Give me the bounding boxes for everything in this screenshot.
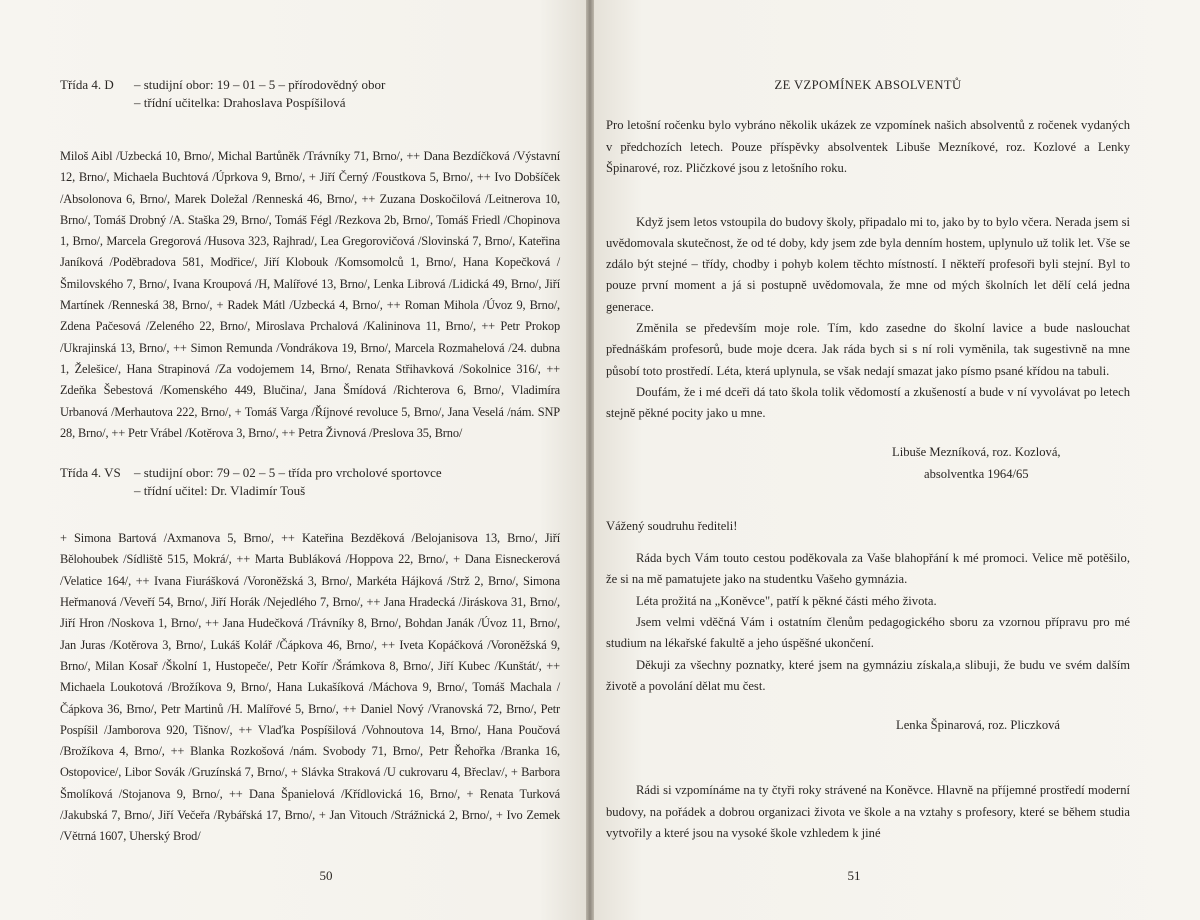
letter2-paragraph: Léta prožitá na „Koněvce", patří k pěkné části mého života.: [636, 593, 937, 608]
class-4vs-teacher: – třídní učitel: Dr. Vladimír Touš: [134, 483, 306, 499]
signature1-year: absolventka 1964/65: [924, 466, 1029, 481]
letter1-paragraph: Změnila se především moje role. Tím, kdo zasedne do školní lavice a bude naslouchat přednáškám profesorů, bude moje dcera. Jak ráda bych si s ní roli vyměnila, tak sugestivně na mne působí toto prostředí. Léta, která uplynula, se však nedají smazat jako písmo psané křídou na tabuli.: [606, 320, 1130, 378]
letter2-paragraph: Ráda bych Vám touto cestou poděkovala za Vaše blahopřání k mé promoci. Velice mě potěšilo, že si na mě pamatujete jako na studentku Vašeho gymnázia.: [606, 551, 1130, 587]
intro-paragraph: Pro letošní ročenku bylo vybráno několik ukázek ze vzpomínek našich absolventů z ročenek vydaných v předchozích letech. Pouze příspěvky absolventek Libuše Mezníkové, roz. Kozlové a Lenky Špinarové, roz. Pličzkové jsou z letošního roku.: [606, 118, 1130, 175]
class-4vs-heading: [60, 464, 560, 500]
class-4vs-roster: + Simona Bartová /Axmanova 5, Brno/, ++ Kateřina Bezděková /Belojanisova 13, Brno/, Jiří Bělohoubek /Sídliště 515, Mokrá/, ++ Marta Bubláková /Hoppova 22, Brno/, + Dana Eisneckerová /Velatice 164/, ++ Ivana Fiurášková /Voroněžská 3, Brno/, Markéta Hájková /Strž 2, Brno/, Simona Heřmanová /Veveří 54, Brno/, Jiří Horák /Nejedlého 7, Brno/, ++ Jana Hradecká /Jiráskova 31, Brno/, Jiří Hron /Noskova 1, Brno/, ++ Jana Hudečková /Trávníky 8, Brno/, Bohdan Janák /Úvoz 11, Brno/, Jan Juras /Kotěrova 3, Brno/, Lukáš Kolář /Čápkova 46, Brno/, ++ Iveta Kopáčková /Voroněžská 9, Brno/, Milan Kosař /Školní 1, Hustopeče/, Petr Kořír /Šrámkova 8, Brno/, Jiří Kubec /Kunštát/, ++ Michaela Loukotová /Brožíkova 9, Brno/, Hana Lukašíková /Máchova 9, Brno/, Tomáš Machala /Čápkova 36, Brno/, Petr Martinů /H. Malířové 5, Brno/, ++ Daniel Nový /Vranovská 72, Brno/, Petr Pospíšil /Jamborova 920, Tišnov/, ++ Vlaďka Pospíšilová /Vohnoutova 14, Brno/, Hana Poučová /Brožíkova 4, Brno/, ++ Blanka Rozkošová /nám. Svobody 71, Brno/, Petr Řehořka /Branka 16, Ostopovice/, Libor Sovák /Gruzínská 7, Brno/, + Slávka Straková /U cukrovaru 4, Břeclav/, + Barbora Šmolíková /Stojanova 9, Brno/, ++ Dana Španielová /Křídlovická 16, Brno/, + Renata Turková /Jakubská 7, Brno/, Jiří Večeřa /Rybářská 17, Brno/, + Jan Vitouch /Strážnická 2, Brno/, + Ivo Zemek /Větrná 1607, Uherský Brod/: [60, 531, 560, 844]
signature1-name: Libuše Mezníková, roz. Kozlová,: [892, 445, 1061, 460]
letter2-salutation: Vážený soudruhu řediteli!: [606, 519, 738, 534]
letter2-paragraph: Děkuji za všechny poznatky, které jsem na gymnáziu získala,a slibuji, že budu ve svém dalším životě a povolání dělat mu čest.: [606, 657, 1130, 693]
signature-špinarová: Lenka Špinarová, roz. Pliczková: [896, 718, 1061, 733]
page-number-left: 50: [319, 868, 333, 883]
letter-špinarová: [606, 548, 1130, 697]
class-4d-teacher: – třídní učitelka: Drahoslava Pospíšilová: [134, 95, 346, 110]
class-4d-field: – studijní obor: 19 – 01 – 5 – přírodovědný obor: [134, 77, 386, 92]
letter2-paragraph: Jsem velmi vděčná Vám i ostatním členům pedagogického sboru za vzornou přípravu pro mé studium na lékařské fakultě a jeho úspěšné ukončení.: [606, 614, 1130, 651]
right-page: [594, 0, 1200, 920]
class-4d-heading: [60, 76, 560, 112]
letter-mezníková: [606, 212, 1130, 425]
signature-mezníková: [606, 442, 1130, 485]
class-4vs-label: Třída 4. VS: [60, 465, 121, 481]
section-title: ZE VZPOMÍNEK ABSOLVENTŮ: [774, 78, 962, 92]
letter1-paragraph: Když jsem letos vstoupila do budovy školy, připadalo mi to, jako by to bylo včera. Nerada jsem si uvědomovala skutečnost, že od té doby, kdy jsem zde byla denním hostem, uplynulo už tolik let. Vše se zdálo být stejné – třídy, chodby i pohyb kolem těchto místností. I někteří profesoři byli stejní. Byl to pouze první moment a já si postupně uvědomovala, že mne od mých školních let dělí celá jedna generace.: [606, 214, 1130, 314]
letter1-paragraph: Doufám, že i mé dceři dá tato škola tolik vědomostí a zkušeností a bude v ní vyvolávat po letech stejně pěkné pocity jako u mne.: [606, 384, 1130, 421]
left-page: [0, 0, 586, 920]
class-4vs-field: – studijní obor: 79 – 02 – 5 – třída pro vrcholové sportovce: [134, 465, 442, 481]
page-number-right: 51: [847, 868, 861, 883]
class-4d-roster: Miloš Aibl /Uzbecká 10, Brno/, Michal Bartůněk /Trávníky 71, Brno/, ++ Dana Bezdíčková /Výstavní 12, Brno/, Michaela Buchtová /Úprkova 9, Brno/, + Jiří Černý /Foustkova 5, Brno/, ++ Ivo Dobšíček /Absolonova 6, Brno/, Marek Doležal /Renneská 46, Brno/, ++ Zuzana Doskočilová /Leitnerova 10, Brno/, Tomáš Drobný /A. Staška 29, Brno/, Tomáš Fégl /Rezkova 2b, Brno/, Tomáš Friedl /Chopinova 1, Brno/, Marcela Gregorová /Husova 323, Rajhrad/, Lea Gregorovičová /Slovinská 7, Brno/, Kateřina Janíková /Poděbradova 581, Modřice/, Jiří Klobouk /Komsomolců 1, Brno/, Hana Kopečková /Šmilovského 7, Brno/, Ivana Kroupová /H, Malířové 13, Brno/, Lenka Librová /Lidická 49, Brno/, Jiří Martínek /Renneská 38, Brno/, + Radek Mátl /Uzbecká 4, Brno/, ++ Roman Mihola /Úvoz 9, Brno/, Zdena Pačesová /Zeleného 22, Brno/, Miroslava Prchalová /Kalininova 11, Brno/, ++ Petr Prokop /Ukrajinská 13, Brno/, ++ Simon Remunda /Vondrákova 19, Brno/, Marcela Rozmahelová /24. dubna 1, Želešice/, Hana Strapinová /Za vodojemem 14, Brno/, Renata Střihavková /Sokolnice 316/, ++ Zdeňka Šebestová /Komenského 449, Blučina/, Jana Šmídová /Richterova 6, Brno/, Vladimíra Urbanová /Merhautova 222, Brno/, + Tomáš Varga /Říjnové revoluce 5, Brno/, Jana Veselá /nám. SNP 28, Brno/, ++ Petr Vrábel /Kotěrova 3, Brno/, ++ Petra Živnová /Preslova 35, Brno/: [60, 149, 560, 440]
book-gutter: [586, 0, 594, 920]
class-4d-label: Třída 4. D: [60, 77, 114, 92]
letter3-paragraph: Rádi si vzpomínáme na ty čtyři roky strávené na Koněvce. Hlavně na příjemné prostředí moderní budovy, na pořádek a dobrou organizaci života ve škole a na vztahy s profesory, které se během studia vytvořily a které jsou na vysoké škole vzhledem k jiné: [606, 783, 1130, 841]
